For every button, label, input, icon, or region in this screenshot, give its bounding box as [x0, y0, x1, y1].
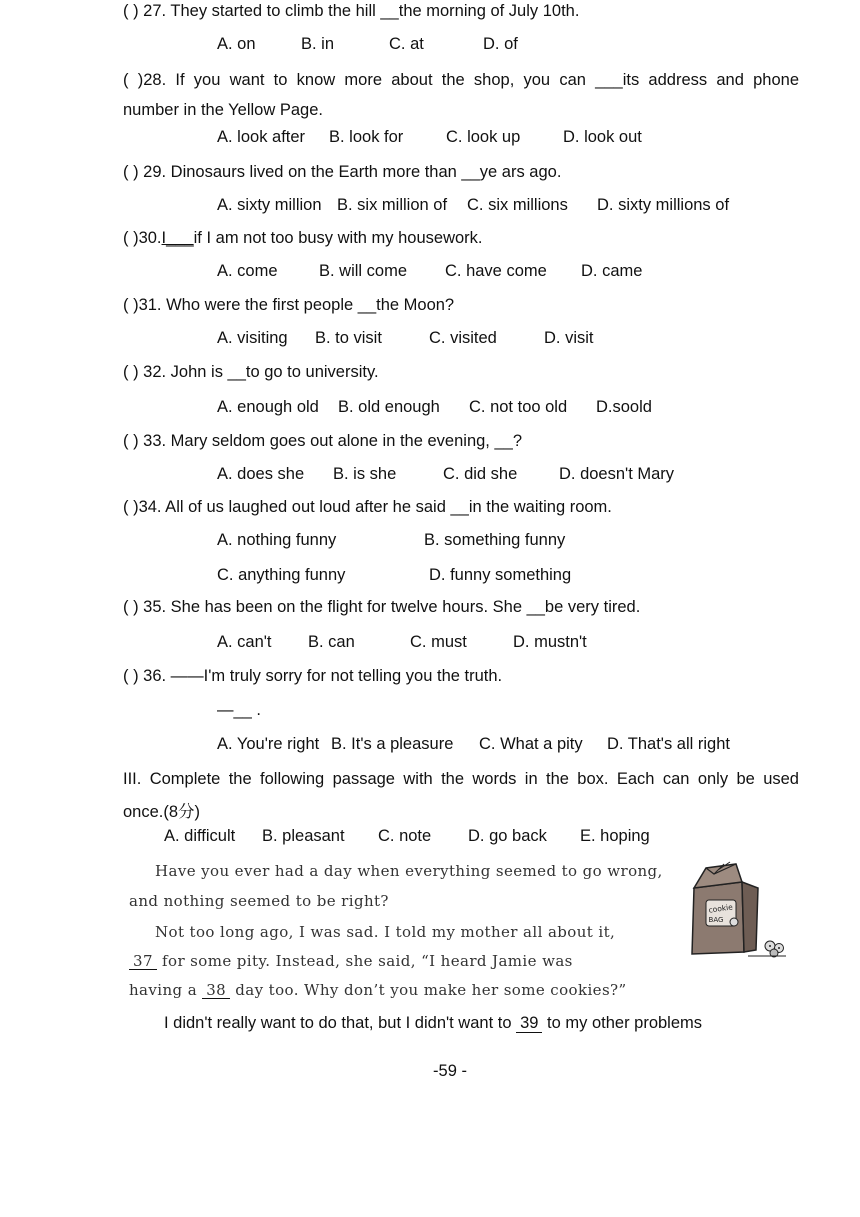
option-b: B. old enough — [338, 398, 440, 416]
question-30 — [123, 229, 483, 248]
question-33: ( ) 33. Mary seldom goes out alone in the evening, __? — [123, 432, 522, 450]
passage-text: day too. Why don’t you make her some cookies?” — [230, 981, 627, 999]
options-32 — [217, 398, 652, 417]
question-28-line1: ( )28. If you want to know more about the shop, you can ___its address and phone — [123, 71, 799, 89]
question-36-reply: —__ . — [217, 701, 262, 719]
option-c: C. look up — [446, 128, 521, 146]
option-c: C. must — [410, 633, 467, 651]
options-34-row2 — [217, 566, 571, 585]
question-30-text: if I am not too busy with my housework. — [193, 229, 483, 247]
options-28 — [217, 128, 642, 147]
question-31: ( )31. Who were the first people __the Moon? — [123, 296, 455, 314]
options-29 — [217, 196, 729, 215]
option-d: D. That's all right — [607, 735, 730, 753]
option-a: A. look after — [217, 128, 306, 146]
question-36: ( ) 36. ——I'm truly sorry for not telling you the truth. — [123, 667, 503, 685]
option-a: A. sixty million — [217, 196, 322, 214]
bag-label-cookie: cookie — [707, 902, 734, 915]
option-d: D. look out — [563, 128, 642, 146]
blank-39: 39 — [516, 1015, 542, 1033]
passage-continuation — [164, 1014, 702, 1033]
option-a: A. does she — [217, 465, 305, 483]
question-35: ( ) 35. She has been on the flight for twelve hours. She __be very tired. — [123, 598, 641, 616]
option-c: C. did she — [443, 465, 518, 483]
options-34-row1 — [217, 531, 565, 550]
options-33 — [217, 465, 674, 484]
passage-text: to my other problems — [542, 1014, 703, 1032]
question-27: ( ) 27. They started to climb the hill __the morning of July 10th. — [123, 2, 580, 20]
option-a: A. on — [217, 35, 256, 53]
option-b: B. to visit — [315, 329, 382, 347]
option-b: B. look for — [329, 128, 404, 146]
passage-p2-line2 — [129, 952, 573, 970]
blank-37: 37 — [129, 954, 157, 970]
option-d: D. mustn't — [513, 633, 587, 651]
question-30-number: ( )30. — [123, 229, 162, 247]
option-a: A. visiting — [217, 329, 288, 347]
option-a: A. come — [217, 262, 278, 280]
option-b: B. is she — [333, 465, 397, 483]
option-a: A. You're right — [217, 735, 320, 753]
option-c: C. not too old — [469, 398, 568, 416]
option-d: D.soold — [596, 398, 652, 416]
passage-p2-line3 — [129, 981, 627, 999]
option-b: B. can — [308, 633, 355, 651]
option-c: C. visited — [429, 329, 497, 347]
option-d: D. visit — [544, 329, 594, 347]
option-c: C. six millions — [467, 196, 568, 214]
option-d: D. of — [483, 35, 518, 53]
passage-p1-line2: and nothing seemed to be right? — [129, 892, 389, 910]
option-b: B. will come — [319, 262, 408, 280]
option-a: A. enough old — [217, 398, 319, 416]
options-35 — [217, 633, 587, 652]
question-29: ( ) 29. Dinosaurs lived on the Earth more than __ye ars ago. — [123, 163, 562, 181]
option-c: C. at — [389, 35, 424, 53]
option-a: A. can't — [217, 633, 272, 651]
word-b: B. pleasant — [262, 827, 345, 845]
question-32: ( ) 32. John is __to go to university. — [123, 363, 379, 381]
word-a: A. difficult — [164, 827, 236, 845]
section-3-heading: III. Complete the following passage with the words in the box. Each can only be used — [123, 770, 799, 788]
options-36 — [217, 735, 730, 754]
question-28-line2: number in the Yellow Page. — [123, 101, 323, 119]
option-a: A. nothing funny — [217, 531, 337, 549]
passage-text: for some pity. Instead, she said, “I heard Jamie was — [156, 952, 573, 970]
option-d: D. doesn't Mary — [559, 465, 675, 483]
options-30 — [217, 262, 642, 281]
passage-text: I didn't really want to do that, but I didn't want to — [164, 1014, 517, 1032]
option-c: C. What a pity — [479, 735, 583, 753]
cookie-bag-illustration — [686, 860, 790, 960]
word-e: E. hoping — [580, 827, 650, 845]
question-30-blank: I___ — [161, 229, 194, 247]
passage-p2-line1: Not too long ago, I was sad. I told my mother all about it, — [155, 923, 616, 941]
option-d: D. sixty millions of — [597, 196, 730, 214]
word-d: D. go back — [468, 827, 547, 845]
word-c: C. note — [378, 827, 432, 845]
options-27 — [217, 35, 518, 54]
options-31 — [217, 329, 594, 348]
passage-p1-line1: Have you ever had a day when everything seemed to go wrong, — [155, 862, 663, 880]
bag-label-bag: BAG — [708, 916, 724, 924]
passage-text: having a — [129, 981, 203, 999]
question-34: ( )34. All of us laughed out loud after he said __in the waiting room. — [123, 498, 612, 516]
blank-38: 38 — [202, 983, 230, 999]
word-box — [164, 827, 650, 846]
option-d: D. came — [581, 262, 643, 280]
section-3-heading-line2: once.(8分) — [123, 803, 201, 821]
option-c: C. anything funny — [217, 566, 346, 584]
option-b: B. something funny — [424, 531, 566, 549]
page-number: -59 - — [433, 1062, 467, 1080]
option-c: C. have come — [445, 262, 547, 280]
option-b-overlay: B. It's a pleasure — [331, 735, 454, 753]
option-b: B. six million of — [337, 196, 448, 214]
option-d: D. funny something — [429, 566, 572, 584]
option-b: B. in — [301, 35, 335, 53]
